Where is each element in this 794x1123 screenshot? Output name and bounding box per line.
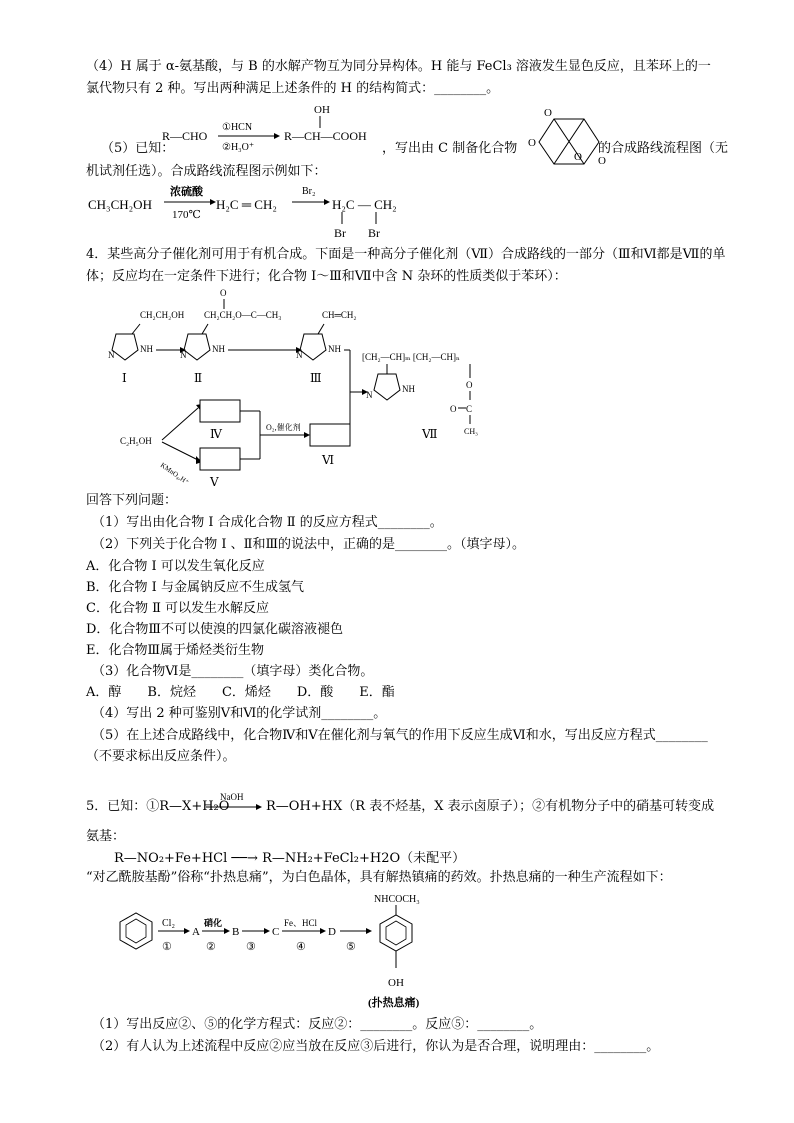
- prev-item-5-tail2: 的合成路线流程图（无: [598, 141, 729, 156]
- svg-text:N: N: [366, 390, 373, 400]
- q5-flow-scheme: [100, 888, 500, 1012]
- c5-label: Ⅴ: [210, 475, 219, 488]
- example-start: CH₃CH₂OH: [88, 197, 152, 212]
- q4-stem-1: 4．某些高分子催化剂可用于有机合成。下面是一种高分子催化剂（Ⅶ）合成路线的一部分（Ⅲ和Ⅵ都是Ⅶ的单: [86, 247, 726, 262]
- q4-sub5: （5）在上述合成路线中，化合物Ⅳ和Ⅴ在催化剂与氧气的作用下反应生成Ⅵ和水，写出反应方程式________: [92, 728, 708, 743]
- flow-step1: ①: [162, 941, 172, 953]
- flow-nitration: 硝化: [204, 918, 223, 928]
- flow-a: A: [192, 926, 200, 938]
- known-product-oh: OH: [314, 104, 330, 116]
- svg-text:NH: NH: [328, 344, 341, 354]
- product-top-group: NHCOCH₃: [374, 894, 420, 905]
- poly-c: C: [466, 404, 473, 414]
- product-bottom-group: OH: [388, 977, 404, 989]
- flow-cl2: Cl₂: [162, 918, 175, 929]
- example-route: [86, 182, 406, 244]
- q4-sub4: （4）写出 2 种可鉴别Ⅴ和Ⅵ的化学试剂________。: [92, 706, 387, 721]
- c2-label: Ⅱ: [194, 371, 203, 385]
- target-compound-structure: [524, 104, 614, 174]
- flow-d: D: [328, 926, 336, 938]
- example-mid: H₂C ═ CH₂: [216, 197, 277, 212]
- example-cond-bottom: 170℃: [172, 209, 201, 221]
- q5-sub2: （2）有人认为上述流程中反应②应当放在反应③后进行，你认为是否合理，说明理由：________。: [92, 1039, 660, 1054]
- known-reactant: R—CHO: [162, 129, 208, 143]
- flow-b: B: [232, 926, 240, 938]
- q4-sub1: （1）写出由化合物 Ⅰ 合成化合物 Ⅱ 的反应方程式________。: [92, 515, 443, 530]
- cond-o2: O₂,催化剂: [266, 423, 301, 432]
- q5-stem-1a: 5．已知：①R—X+H₂O: [86, 799, 230, 814]
- option-c: C．化合物 Ⅱ 可以发生水解反应: [86, 601, 270, 616]
- example-product: H₂C — CH₂: [332, 197, 397, 212]
- answer-intro: 回答下列问题：: [86, 493, 178, 508]
- c1-label: Ⅰ: [122, 371, 127, 385]
- q5-naoh-arrow: [204, 790, 264, 816]
- poly-o2: O: [450, 404, 457, 414]
- svg-text:O: O: [574, 151, 582, 163]
- flow-step5: ⑤: [346, 941, 356, 953]
- ethanol: C₂H₅OH: [120, 436, 152, 446]
- flow-step3: ③: [246, 941, 256, 953]
- naoh-label: NaOH: [220, 792, 244, 802]
- svg-text:NH: NH: [140, 344, 153, 354]
- option-a: A．化合物 Ⅰ 可以发生氧化反应: [86, 559, 265, 574]
- q4-stem-2: 体；反应均在一定条件下进行；化合物 Ⅰ～Ⅲ和Ⅶ中含 N 杂环的性质类似于苯环）：: [86, 269, 567, 284]
- known-reaction-scheme: [160, 100, 410, 160]
- svg-text:N: N: [180, 350, 187, 360]
- svg-text:NH: NH: [402, 384, 415, 394]
- poly-chain: [CH₂—CH]ₘ [CH₂—CH]ₙ: [362, 352, 460, 362]
- example-br2: Br₂: [302, 186, 316, 197]
- known-step2: ②H₃O⁺: [222, 142, 255, 153]
- q4-sub2: （2）下列关于化合物 Ⅰ 、Ⅱ和Ⅲ的说法中，正确的是________。（填字母）。: [92, 537, 526, 552]
- q4-sub5-cont: （不要求标出反应条件）。: [86, 749, 236, 764]
- q4-sub3-options: A．醇 B．烷烃 C．烯烃 D．酸 E．酯: [86, 685, 395, 700]
- poly-o: O: [466, 380, 473, 390]
- product-name: (扑热息痛): [368, 997, 420, 1009]
- flow-step2: ②: [206, 941, 216, 953]
- known-step1: ①HCN: [222, 122, 253, 133]
- c2-o: O: [220, 288, 227, 298]
- q5-intro: “对乙酰胺基酚”俗称“扑热息痛”，为白色晶体，具有解热镇痛的药效。扑热息痛的一种生产流程如下：: [86, 870, 672, 885]
- c3-substituent: CH═CH₂: [322, 310, 357, 320]
- prev-item-4-cont: 氯代物只有 2 种。写出两种满足上述条件的 H 的结构简式：________。: [86, 81, 500, 96]
- q5-equation: R—NO₂+Fe+HCl ──→ R—NH₂+FeCl₂+H2O（未配平）: [114, 851, 466, 866]
- cond-kmno4: KMnO₄,H⁺: [158, 461, 191, 487]
- option-d: D．化合物Ⅲ不可以使溴的四氯化碳溶液褪色: [86, 622, 343, 637]
- flow-step4: ④: [296, 941, 306, 953]
- prev-item-5-tail: ，写出由 C 制备化合物: [382, 141, 518, 156]
- q4-synthesis-scheme: [100, 288, 540, 488]
- flow-fe-hcl: Fe、HCl: [284, 918, 318, 928]
- flow-c: C: [272, 926, 280, 938]
- example-cond-top: 浓硫酸: [170, 186, 203, 198]
- svg-text:O: O: [598, 155, 606, 167]
- c2-substituent: CH₂CH₂O—C—CH₃: [204, 310, 282, 320]
- q5-stem-1b: R—OH+HX（R 表不烃基，X 表示卤原子）；②有机物分子中的硝基可转变成: [266, 799, 715, 814]
- svg-text:O: O: [528, 137, 536, 149]
- svg-text:NH: NH: [212, 344, 225, 354]
- svg-text:N: N: [296, 350, 303, 360]
- option-b: B．化合物 Ⅰ 与金属钠反应不生成氢气: [86, 580, 304, 595]
- prev-item-4: （4）H 属于 α-氨基酸，与 B 的水解产物互为同分异构体。H 能与 FeCl₃ 溶液发生显色反应，且苯环上的一: [86, 59, 711, 74]
- c6-label: Ⅵ: [322, 453, 335, 467]
- c1-substituent: CH₂CH₂OH: [140, 310, 185, 320]
- svg-text:N: N: [108, 350, 115, 360]
- known-product: R—CH—COOH: [284, 129, 367, 143]
- poly-ch3: CH₃: [464, 427, 478, 436]
- example-br-right: Br: [368, 226, 380, 240]
- c3-label: Ⅲ: [310, 371, 322, 385]
- c7-label: Ⅶ: [422, 427, 438, 441]
- c4-label: Ⅳ: [210, 427, 222, 441]
- prev-item-5-label: （5）已知：: [101, 141, 175, 156]
- option-e: E．化合物Ⅲ属于烯烃类衍生物: [86, 643, 265, 658]
- q4-sub3: （3）化合物Ⅵ是________（填字母）类化合物。: [92, 664, 374, 679]
- svg-text:O: O: [544, 107, 552, 119]
- prev-item-5-line2: 机试剂任选）。合成路线流程图示例如下：: [86, 164, 327, 179]
- example-br-left: Br: [334, 226, 346, 240]
- q5-stem-2: 氨基：: [86, 829, 126, 844]
- q5-sub1: （1）写出反应②、⑤的化学方程式：反应②：________。反应⑤：________。: [92, 1017, 543, 1032]
